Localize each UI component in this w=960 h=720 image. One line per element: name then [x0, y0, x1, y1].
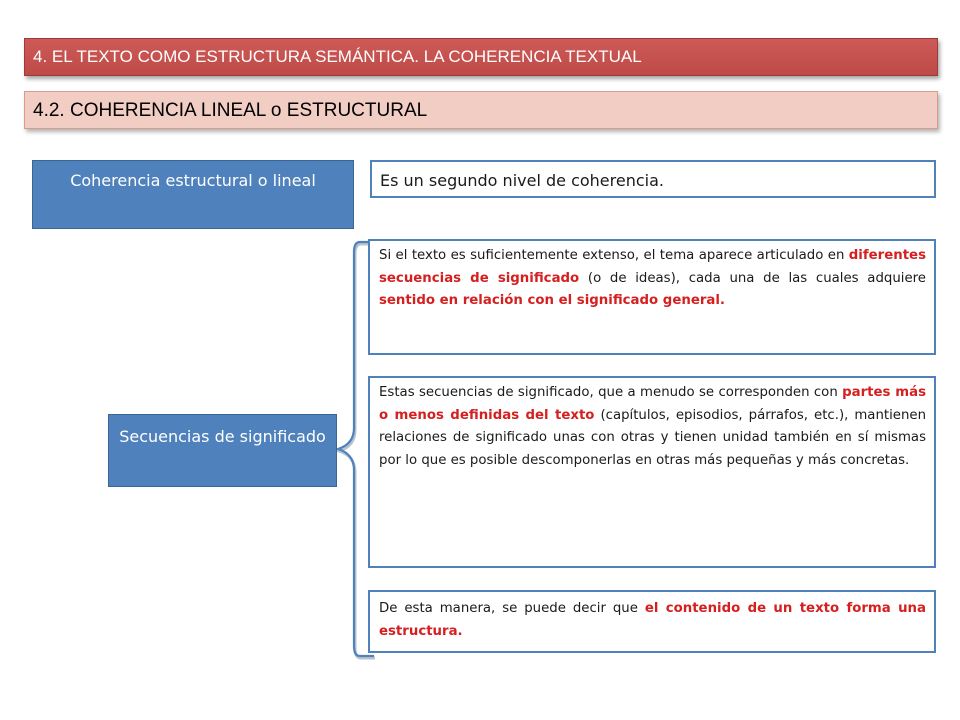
concept-definition: Es un segundo nivel de coherencia. — [380, 171, 664, 190]
paragraph-1 — [368, 239, 936, 355]
sequences-label-box — [108, 414, 337, 487]
paragraph-3 — [368, 590, 936, 653]
p2-highlight-1: partes más o menos definidas del texto — [379, 385, 926, 423]
paragraph-2 — [368, 376, 936, 568]
p2-text-2: (capítulos, episodios, párrafos, etc.), mantienen relaciones de significado unas con otras y tienen unidad también en sí mismas por lo que es posible descomponerlas en otras más pequeñas y más concretas. — [379, 407, 927, 468]
slide-subtitle: 4.2. COHERENCIA LINEAL o ESTRUCTURAL — [24, 91, 938, 129]
concept-label-box — [32, 160, 354, 229]
sequences-label: Secuencias de significado — [119, 427, 326, 446]
slide-title: 4. EL TEXTO COMO ESTRUCTURA SEMÁNTICA. LA COHERENCIA TEXTUAL — [24, 38, 938, 76]
p1-text-2: (o de ideas), cada una de las cuales adquiere — [579, 270, 926, 286]
p3-text-1: De esta manera, se puede decir que — [379, 601, 645, 616]
p3-highlight-1: el contenido de un texto forma una estructura. — [379, 601, 926, 639]
p2-text-1: Estas secuencias de significado, que a menudo se corresponden con — [379, 385, 843, 400]
p1-highlight-2: sentido en relación con el significado general. — [379, 293, 725, 308]
concept-definition-box — [370, 160, 936, 198]
p1-text-1: Si el texto es suficientemente extenso, el tema aparece articulado en — [379, 248, 849, 263]
concept-label: Coherencia estructural o lineal — [70, 171, 316, 190]
p1-highlight-1: diferentes secuencias de significado — [379, 248, 926, 286]
